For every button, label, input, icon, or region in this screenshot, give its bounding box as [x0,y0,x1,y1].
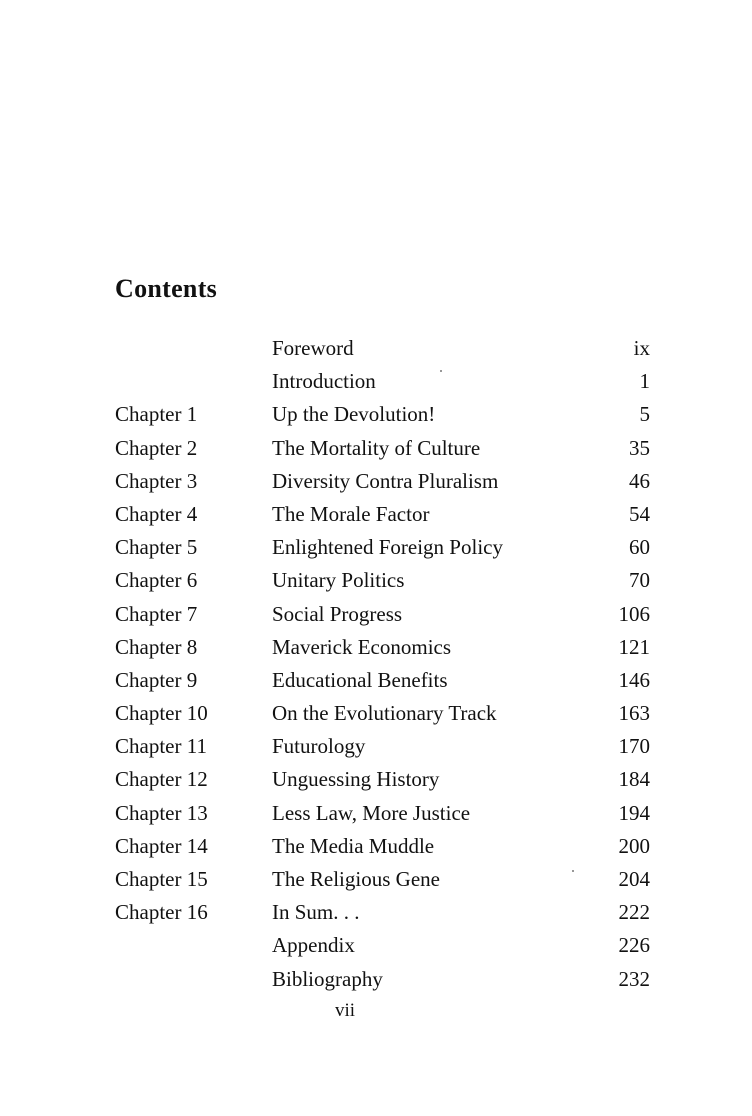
toc-entry-title: In Sum. . . [272,900,360,925]
toc-chapter-label: Chapter 11 [115,734,207,759]
toc-chapter-label: Chapter 6 [115,568,198,593]
toc-page-number: 121 [618,634,650,659]
toc-chapter-label: Chapter 10 [115,701,208,726]
toc-page-number: 5 [639,402,650,427]
table-of-contents [115,332,650,996]
toc-page-number: 70 [629,568,650,593]
toc-page-number: 222 [618,900,650,925]
toc-entry [115,830,650,863]
toc-entry-title: On the Evolutionary Track [272,701,497,726]
toc-entry [115,896,650,929]
toc-page-number: ix [633,336,650,360]
toc-page-number: 54 [629,501,650,526]
toc-entry-title: Social Progress [272,601,403,626]
toc-chapter-label: Chapter 14 [115,833,208,858]
toc-entry-title: Diversity Contra Pluralism [272,468,499,493]
toc-entry-title: Introduction [272,369,376,394]
toc-entry-title: Appendix [272,933,355,958]
toc-page-number: 146 [618,667,650,692]
toc-chapter-label: Chapter 13 [115,800,208,825]
toc-chapter-label: Chapter 4 [115,501,198,526]
toc-entry [115,664,650,697]
toc-chapter-label: Chapter 15 [115,867,208,891]
page-title: Contents [115,274,218,303]
toc-chapter-label: Chapter 7 [115,601,198,626]
scan-speck [440,370,442,372]
toc-page-number: 204 [618,867,650,891]
toc-entry [115,498,650,531]
toc-chapter-label: Chapter 2 [115,435,198,460]
toc-page-number: 184 [618,767,650,792]
toc-page-number: 170 [618,734,650,759]
toc-chapter-label: Chapter 5 [115,535,198,560]
toc-entry [115,797,650,830]
toc-entry [115,697,650,730]
toc-entry-title: Futurology [272,734,366,759]
toc-entry [115,564,650,597]
toc-page-number: 232 [618,966,650,991]
toc-entry-title: Educational Benefits [272,667,448,692]
toc-entry-title: Enlightened Foreign Policy [272,535,503,560]
toc-entry [115,531,650,564]
toc-entry [115,365,650,398]
toc-entry [115,332,650,365]
toc-chapter-label: Chapter 3 [115,468,198,493]
toc-page-number: 194 [618,800,650,825]
toc-page-number: 106 [618,601,650,626]
toc-page-number: 200 [618,833,650,858]
toc-page-number: 1 [639,369,650,394]
toc-entry-title: Bibliography [272,966,383,991]
toc-entry [115,763,650,796]
toc-chapter-label: Chapter 1 [115,402,198,427]
toc-chapter-label: Chapter 9 [115,667,198,692]
toc-entry [115,631,650,664]
scan-speck [572,870,574,872]
toc-entry-title: Maverick Economics [272,634,452,659]
toc-entry [115,963,650,996]
toc-entry-title: Foreword [272,336,354,360]
toc-chapter-label: Chapter 8 [115,634,198,659]
toc-entry-title: The Media Muddle [272,833,435,858]
toc-entry [115,929,650,962]
toc-entry-title: Less Law, More Justice [272,800,471,825]
toc-page-number: 60 [629,535,650,560]
toc-entry [115,432,650,465]
toc-entry-title: The Mortality of Culture [272,435,481,460]
toc-entry-title: The Religious Gene [272,867,440,891]
toc-chapter-label: Chapter 12 [115,767,208,792]
toc-entry [115,398,650,431]
toc-page-number: 226 [618,933,650,958]
toc-entry [115,465,650,498]
toc-entry-title: Unitary Politics [272,568,405,593]
toc-entry-title: Up the Devolution! [272,402,436,427]
toc-entry-title: Unguessing History [272,767,440,792]
toc-entry [115,598,650,631]
toc-entry-title: The Morale Factor [272,501,430,526]
toc-entry [115,863,650,896]
toc-entry [115,730,650,763]
toc-chapter-label: Chapter 16 [115,900,208,925]
page-number: vii [334,1000,356,1021]
toc-page-number: 163 [618,701,650,726]
toc-page-number: 46 [629,468,650,493]
toc-page-number: 35 [629,435,650,460]
